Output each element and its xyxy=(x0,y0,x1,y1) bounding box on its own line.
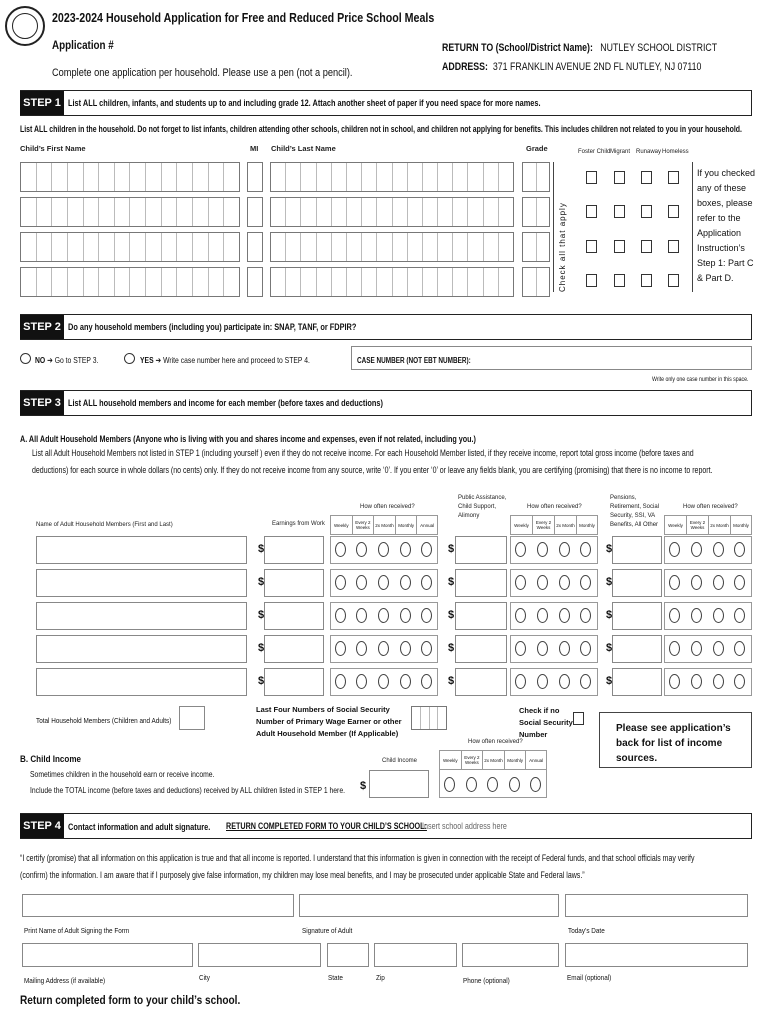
public-freq-radio[interactable] xyxy=(559,608,570,623)
step3-label: STEP 3 xyxy=(20,391,64,415)
pensions-field[interactable] xyxy=(612,536,662,564)
public-freq-radio[interactable] xyxy=(559,575,570,590)
date-label: Today’s Date xyxy=(568,926,605,935)
child-mi-field[interactable] xyxy=(247,232,263,262)
public-assistance-field[interactable] xyxy=(455,569,507,597)
state-label: State xyxy=(328,973,343,982)
public-freq-radio[interactable] xyxy=(537,641,548,656)
public-assistance-field[interactable] xyxy=(455,668,507,696)
runaway-checkbox[interactable] xyxy=(641,274,652,287)
migrant-checkbox[interactable] xyxy=(614,205,625,218)
step1-instruction: List ALL children in the household. Do not forget to list infants, children attending other schools, children not in school, and children not applying for benefits. This includes children not related to you in your household. xyxy=(20,124,742,134)
phone-label: Phone (optional) xyxy=(463,976,510,985)
step4-bar xyxy=(20,813,752,839)
homeless-checkbox[interactable] xyxy=(668,274,679,287)
child-first-name-field[interactable] xyxy=(20,267,240,297)
runaway-checkbox[interactable] xyxy=(641,171,652,184)
pensions-freq-radio[interactable] xyxy=(691,674,702,689)
pensions-freq-radio[interactable] xyxy=(691,575,702,590)
state-field[interactable] xyxy=(327,943,369,967)
foster-checkbox[interactable] xyxy=(586,171,597,184)
snap-no-radio[interactable] xyxy=(20,353,31,364)
pensions-freq-radio[interactable] xyxy=(713,608,724,623)
adult-name-field[interactable] xyxy=(36,569,247,597)
pensions-freq-radio[interactable] xyxy=(713,641,724,656)
pensions-freq-radio[interactable] xyxy=(713,674,724,689)
public-assistance-field[interactable] xyxy=(455,536,507,564)
work-earnings-field[interactable] xyxy=(264,635,324,663)
child-grade-field[interactable] xyxy=(522,267,550,297)
public-freq-radio[interactable] xyxy=(515,608,526,623)
pensions-freq-radio[interactable] xyxy=(734,608,745,623)
email-label: Email (optional) xyxy=(567,973,612,982)
public-assistance-field[interactable] xyxy=(455,635,507,663)
freq-2x-month: 2x Month xyxy=(482,750,504,770)
freq-monthly: Monthly xyxy=(730,515,752,535)
step4-label: STEP 4 xyxy=(20,814,64,838)
freq-2x-month: 2x Month xyxy=(554,515,576,535)
freq-every-2-weeks: Every 2 Weeks xyxy=(686,515,708,535)
child-last-name-field[interactable] xyxy=(270,162,514,192)
how-often-pensions: How often received? xyxy=(683,504,738,510)
step4-return-heading: RETURN COMPLETED FORM TO YOUR CHILD’S SCHOOL: xyxy=(226,821,427,831)
foster-checkbox[interactable] xyxy=(586,240,597,253)
how-often-work: How often received? xyxy=(360,504,415,510)
work-earnings-field[interactable] xyxy=(264,569,324,597)
col-adult-name: Name of Adult Household Members (First and Last) xyxy=(36,522,173,528)
freq-2x-month: 2x Month xyxy=(708,515,730,535)
child-grade-field[interactable] xyxy=(522,162,550,192)
zip-field[interactable] xyxy=(374,943,457,967)
pensions-freq-radio[interactable] xyxy=(669,674,680,689)
child-mi-field[interactable] xyxy=(247,197,263,227)
public-freq-radio[interactable] xyxy=(580,575,591,590)
work-freq-radio[interactable] xyxy=(356,542,367,557)
total-members-label: Total Household Members (Children and Adults) xyxy=(36,716,172,725)
freq-monthly: Monthly xyxy=(395,515,417,535)
certify-text-2: (confirm) the information. I am aware that if I purposely give false information, my children may lose meal benefits, and I may be prosecuted under applicable State and Federal laws.” xyxy=(20,870,585,880)
work-currency: $ xyxy=(258,576,265,588)
freq-header-pensions xyxy=(664,515,752,535)
child-grade-field[interactable] xyxy=(522,232,550,262)
col-runaway: Runaway xyxy=(636,149,662,155)
pensions-freq-radio[interactable] xyxy=(691,542,702,557)
work-freq-radio[interactable] xyxy=(400,575,411,590)
phone-field[interactable] xyxy=(462,943,559,967)
foster-checkbox[interactable] xyxy=(586,205,597,218)
freq-every-2-weeks: Every 2 Weeks xyxy=(352,515,374,535)
case-number-note: Write only one case number in this space. xyxy=(652,376,749,383)
child-first-name-field[interactable] xyxy=(20,197,240,227)
col-pensions: Pensions, Retirement, Social Security, SSI, VA Benefits, All Other xyxy=(610,495,660,528)
print-name-label: Print Name of Adult Signing the Form xyxy=(24,926,130,935)
col-migrant: Migrant xyxy=(610,149,631,155)
col-last-name: Child’s Last Name xyxy=(271,144,336,153)
work-earnings-field[interactable] xyxy=(264,668,324,696)
col-homeless: Homeless xyxy=(662,149,689,155)
pensions-freq-radio[interactable] xyxy=(734,575,745,590)
work-freq-radio[interactable] xyxy=(378,674,389,689)
freq-every-2-weeks: Every 2 Weeks xyxy=(461,750,483,770)
form-title: 2023-2024 Household Application for Free and Reduced Price School Meals xyxy=(52,10,435,25)
work-freq-radio[interactable] xyxy=(356,575,367,590)
col-earnings-work: Earnings from Work xyxy=(272,521,325,527)
snap-yes-label: YES xyxy=(140,355,154,365)
freq-annual: Annual xyxy=(416,515,438,535)
homeless-checkbox[interactable] xyxy=(668,205,679,218)
work-freq-radio[interactable] xyxy=(335,608,346,623)
part-b-text-2: Include the TOTAL income (before taxes and deductions) received by ALL children listed in STEP 1 here. xyxy=(30,785,345,795)
return-address: ADDRESS: 371 FRANKLIN AVENUE 2ND FL NUTLEY, NJ 07110 xyxy=(442,61,702,73)
zip-label: Zip xyxy=(376,973,385,982)
part-b-title: B. Child Income xyxy=(20,754,82,765)
pensions-currency: $ xyxy=(606,543,613,555)
work-freq-radio[interactable] xyxy=(378,641,389,656)
child-grade-field[interactable] xyxy=(522,197,550,227)
pensions-freq-radio[interactable] xyxy=(669,641,680,656)
public-freq-radio[interactable] xyxy=(515,575,526,590)
public-freq-radio[interactable] xyxy=(537,608,548,623)
pensions-freq-radio[interactable] xyxy=(734,674,745,689)
pensions-freq-radio[interactable] xyxy=(713,575,724,590)
see-back-text: Please see application’s back for list of income sources. xyxy=(616,723,731,764)
runaway-checkbox[interactable] xyxy=(641,240,652,253)
child-income-field[interactable] xyxy=(369,770,429,798)
work-freq-radio[interactable] xyxy=(378,608,389,623)
work-currency: $ xyxy=(258,675,265,687)
work-freq-radio[interactable] xyxy=(356,674,367,689)
how-often-child: How often received? xyxy=(468,739,523,745)
how-often-public: How often received? xyxy=(527,504,582,510)
freq-header-public xyxy=(510,515,598,535)
step2-heading: Do any household members (including you) participate in: SNAP, TANF, or FDPIR? xyxy=(68,322,357,332)
child-mi-field[interactable] xyxy=(247,162,263,192)
pensions-field[interactable] xyxy=(612,635,662,663)
part-a-text-2: deductions) for each source in whole dollars (no cents) only. If they do not receive income from any source, write ‘0’. If you enter ‘0’ or leave any fields blank, you are certifying (promising) that there is no income to report. xyxy=(32,465,713,475)
total-members-field[interactable] xyxy=(179,706,205,730)
freq-header-child xyxy=(439,750,547,770)
work-currency: $ xyxy=(258,543,265,555)
adult-name-field[interactable] xyxy=(36,536,247,564)
freq-weekly: Weekly xyxy=(330,515,352,535)
pensions-freq-radio[interactable] xyxy=(691,641,702,656)
city-label: City xyxy=(199,973,210,982)
public-freq-radio[interactable] xyxy=(580,608,591,623)
snap-no-text: Go to STEP 3. xyxy=(54,355,99,365)
col-first-name: Child’s First Name xyxy=(20,144,86,153)
public-freq-radio[interactable] xyxy=(559,674,570,689)
work-freq-radio[interactable] xyxy=(421,575,432,590)
child-freq-weekly-radio[interactable] xyxy=(444,777,455,792)
child-last-name-field[interactable] xyxy=(270,197,514,227)
email-field[interactable] xyxy=(565,943,748,967)
public-freq-radio[interactable] xyxy=(580,641,591,656)
ssn-field[interactable] xyxy=(411,706,447,730)
return-to: RETURN TO (School/District Name): NUTLEY SCHOOL DISTRICT xyxy=(442,42,718,54)
check-all-label: Check all that apply xyxy=(558,202,567,292)
application-number-label: Application # xyxy=(52,38,114,52)
footer-return: Return completed form to your child’s school. xyxy=(20,993,241,1007)
work-freq-radio[interactable] xyxy=(378,542,389,557)
date-field[interactable] xyxy=(565,894,748,917)
child-freq-monthly-radio[interactable] xyxy=(509,777,520,792)
pensions-field[interactable] xyxy=(612,602,662,630)
part-a-title: A. All Adult Household Members (Anyone who is living with you and shares income and expenses, even if not related, including you.) xyxy=(20,434,476,444)
work-freq-radio[interactable] xyxy=(400,542,411,557)
child-first-name-field[interactable] xyxy=(20,232,240,262)
col-foster: Foster Child xyxy=(578,149,611,155)
freq-monthly: Monthly xyxy=(576,515,598,535)
pensions-freq-radio[interactable] xyxy=(669,542,680,557)
form-instruction: Complete one application per household. Please use a pen (not a pencil). xyxy=(52,67,353,79)
child-income-currency: $ xyxy=(360,780,367,792)
public-currency: $ xyxy=(448,543,455,555)
pensions-freq-radio[interactable] xyxy=(691,608,702,623)
work-freq-radio[interactable] xyxy=(421,674,432,689)
work-earnings-field[interactable] xyxy=(264,602,324,630)
certify-text-1: “I certify (promise) that all information on this application is true and that all income is reported. I understand that this information is given in connection with the receipt of Federal funds, and that school officials may verify xyxy=(20,853,695,863)
public-freq-radio[interactable] xyxy=(559,641,570,656)
adult-name-field[interactable] xyxy=(36,635,247,663)
snap-yes-text: Write case number here and proceed to STEP 4. xyxy=(163,355,310,365)
step1-bar xyxy=(20,90,752,116)
public-freq-radio[interactable] xyxy=(515,674,526,689)
pensions-currency: $ xyxy=(606,642,613,654)
child-first-name-field[interactable] xyxy=(20,162,240,192)
work-freq-radio[interactable] xyxy=(378,575,389,590)
child-last-name-field[interactable] xyxy=(270,267,514,297)
child-income-label: Child Income xyxy=(382,758,418,764)
work-freq-radio[interactable] xyxy=(421,608,432,623)
work-freq-radio[interactable] xyxy=(400,674,411,689)
signature-field[interactable] xyxy=(299,894,559,917)
freq-header-work xyxy=(330,515,438,535)
freq-weekly: Weekly xyxy=(510,515,532,535)
work-earnings-field[interactable] xyxy=(264,536,324,564)
work-currency: $ xyxy=(258,642,265,654)
child-freq-2xmonth-radio[interactable] xyxy=(487,777,498,792)
step3-bar xyxy=(20,390,752,416)
public-currency: $ xyxy=(448,609,455,621)
adult-name-field[interactable] xyxy=(36,602,247,630)
no-ssn-checkbox[interactable] xyxy=(573,712,584,725)
step2-label: STEP 2 xyxy=(20,315,64,339)
child-freq-annual-radio[interactable] xyxy=(530,777,541,792)
mailing-address-field[interactable] xyxy=(22,943,193,967)
migrant-checkbox[interactable] xyxy=(614,171,625,184)
mailing-label: Mailing Address (if available) xyxy=(24,976,106,985)
pensions-freq-radio[interactable] xyxy=(734,542,745,557)
public-freq-radio[interactable] xyxy=(537,542,548,557)
step1-label: STEP 1 xyxy=(20,91,64,115)
freq-every-2-weeks: Every 2 Weeks xyxy=(532,515,554,535)
public-freq-radio[interactable] xyxy=(515,641,526,656)
step4-heading: Contact information and adult signature. xyxy=(68,822,211,832)
child-mi-field[interactable] xyxy=(247,267,263,297)
step1-heading: List ALL children, infants, and students up to and including grade 12. Attach another sheet of paper if you need space for more names. xyxy=(68,98,541,108)
step2-bar xyxy=(20,314,752,340)
public-currency: $ xyxy=(448,642,455,654)
work-freq-radio[interactable] xyxy=(421,641,432,656)
public-currency: $ xyxy=(448,576,455,588)
part-a-text-1: List all Adult Household Members not listed in STEP 1 (including yourself ) even if they do not receive income. For each Household Member listed, if they receive income, report total gross income (before taxes and xyxy=(32,448,694,458)
print-name-field[interactable] xyxy=(22,894,294,917)
work-freq-radio[interactable] xyxy=(400,641,411,656)
district-seal xyxy=(5,6,45,46)
freq-weekly: Weekly xyxy=(664,515,686,535)
snap-no-label: NO xyxy=(35,355,46,365)
public-freq-radio[interactable] xyxy=(537,674,548,689)
public-freq-radio[interactable] xyxy=(580,542,591,557)
freq-weekly: Weekly xyxy=(439,750,461,770)
migrant-checkbox[interactable] xyxy=(614,274,625,287)
pensions-currency: $ xyxy=(606,675,613,687)
migrant-checkbox[interactable] xyxy=(614,240,625,253)
pensions-field[interactable] xyxy=(612,668,662,696)
pensions-field[interactable] xyxy=(612,569,662,597)
freq-monthly: Monthly xyxy=(504,750,526,770)
city-field[interactable] xyxy=(198,943,321,967)
public-assistance-field[interactable] xyxy=(455,602,507,630)
snap-yes-radio[interactable] xyxy=(124,353,135,364)
work-freq-radio[interactable] xyxy=(335,542,346,557)
child-last-name-field[interactable] xyxy=(270,232,514,262)
work-freq-radio[interactable] xyxy=(335,575,346,590)
case-number-label: CASE NUMBER (NOT EBT NUMBER): xyxy=(357,356,471,365)
col-grade: Grade xyxy=(526,144,548,153)
col-mi: MI xyxy=(250,144,259,153)
work-freq-radio[interactable] xyxy=(400,608,411,623)
step1-note: If you checked any of these boxes, please refer to the Application Instruction’s Step 1: Part C & Part D. xyxy=(697,168,756,283)
pensions-currency: $ xyxy=(606,609,613,621)
freq-2x-month: 2x Month xyxy=(373,515,395,535)
homeless-checkbox[interactable] xyxy=(668,240,679,253)
child-freq-biweekly-radio[interactable] xyxy=(466,777,477,792)
public-freq-radio[interactable] xyxy=(559,542,570,557)
pensions-freq-radio[interactable] xyxy=(669,608,680,623)
public-freq-radio[interactable] xyxy=(515,542,526,557)
work-freq-radio[interactable] xyxy=(356,608,367,623)
work-freq-radio[interactable] xyxy=(421,542,432,557)
signature-label: Signature of Adult xyxy=(302,926,353,935)
public-freq-radio[interactable] xyxy=(537,575,548,590)
work-freq-radio[interactable] xyxy=(335,674,346,689)
pensions-freq-radio[interactable] xyxy=(713,542,724,557)
work-freq-radio[interactable] xyxy=(335,641,346,656)
runaway-checkbox[interactable] xyxy=(641,205,652,218)
public-currency: $ xyxy=(448,675,455,687)
pensions-freq-radio[interactable] xyxy=(734,641,745,656)
adult-name-field[interactable] xyxy=(36,668,247,696)
no-ssn-label: Check if no Social Security Number xyxy=(519,706,573,739)
foster-checkbox[interactable] xyxy=(586,274,597,287)
ssn-label: Last Four Numbers of Social Security Number of Primary Wage Earner or other Adult Household Member (If Applicable) xyxy=(256,705,402,738)
school-address-field[interactable]: Insert school address here xyxy=(422,821,507,831)
part-b-text-1: Sometimes children in the household earn or receive income. xyxy=(30,769,215,779)
work-currency: $ xyxy=(258,609,265,621)
public-freq-radio[interactable] xyxy=(580,674,591,689)
col-public-assistance: Public Assistance, Child Support, Alimony xyxy=(458,495,507,519)
work-freq-radio[interactable] xyxy=(356,641,367,656)
step3-heading: List ALL household members and income for each member (before taxes and deductions) xyxy=(68,398,383,408)
pensions-currency: $ xyxy=(606,576,613,588)
homeless-checkbox[interactable] xyxy=(668,171,679,184)
pensions-freq-radio[interactable] xyxy=(669,575,680,590)
freq-annual: Annual xyxy=(525,750,547,770)
